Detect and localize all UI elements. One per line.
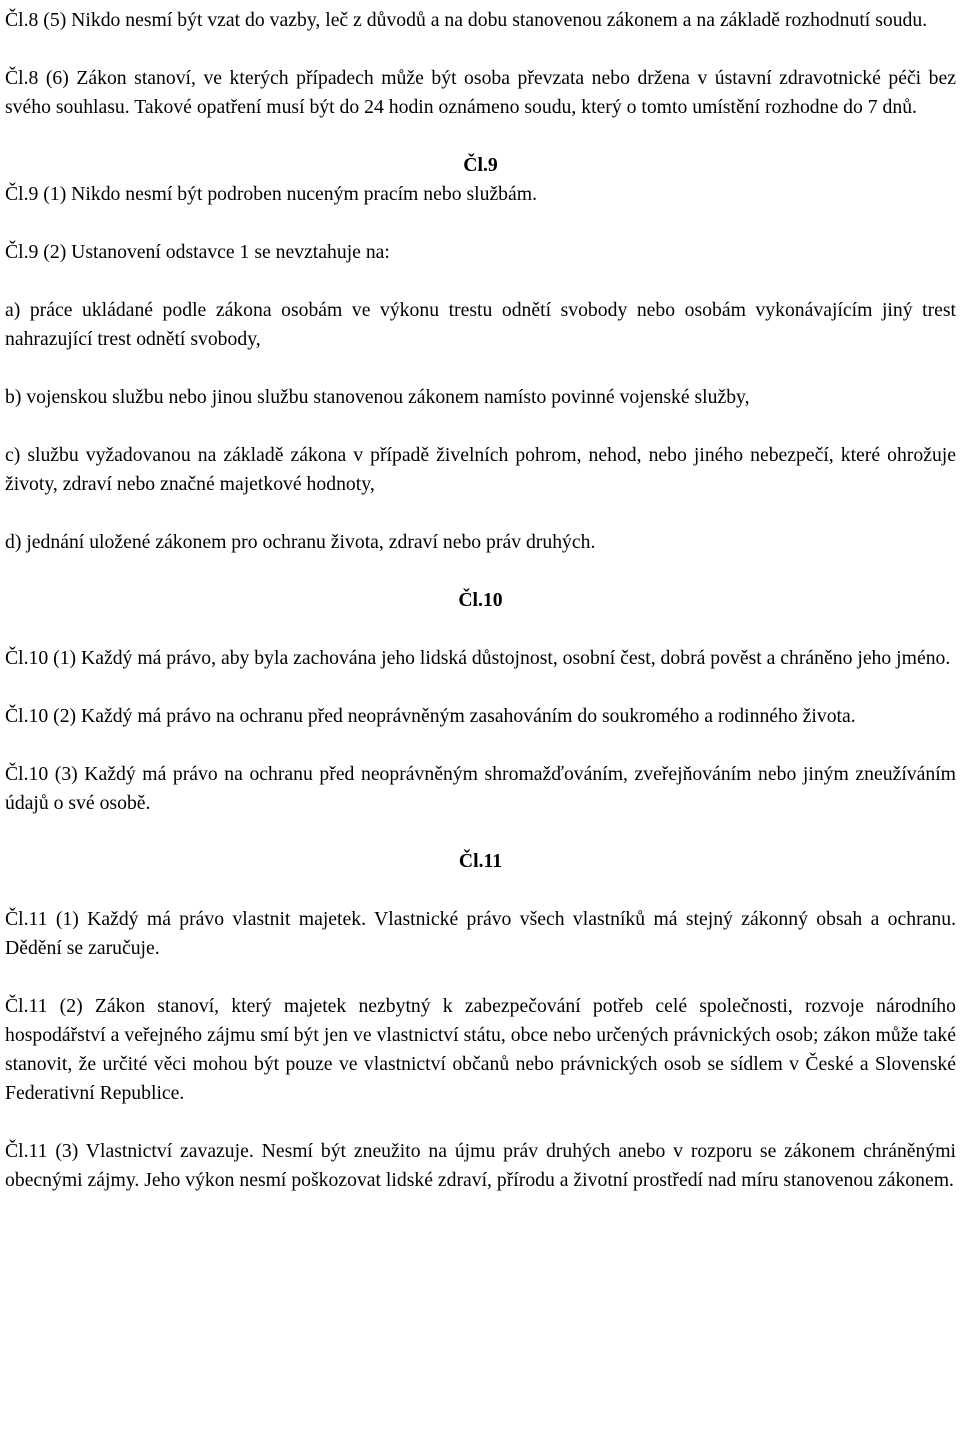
article-9-paragraph-1: Čl.9 (1) Nikdo nesmí být podroben nuceným pracím nebo službám. <box>5 183 538 205</box>
article-9-item-d: d) jednání uložené zákonem pro ochranu života, zdraví nebo práv druhých. <box>5 531 596 553</box>
article-8-paragraph-5: Čl.8 (5) Nikdo nesmí být vzat do vazby, leč z důvodů a na dobu stanovenou zákonem a na základě rozhodnutí soudu. <box>5 9 928 31</box>
article-9-paragraph-2: Čl.9 (2) Ustanovení odstavce 1 se nevztahuje na: <box>5 241 390 263</box>
article-11-paragraph-1: Čl.11 (1) Každý má právo vlastnit majetek. Vlastnické právo všech vlastníků má stejný zákonný obsah a ochranu. Dědění se zaručuje. <box>5 908 956 959</box>
article-10-heading: Čl.10 <box>458 589 503 611</box>
article-9-item-a: a) práce ukládané podle zákona osobám ve výkonu trestu odnětí svobody nebo osobám vykonávajícím jiný trest nahrazující trest odnětí svobody, <box>5 299 956 350</box>
article-8-paragraph-6: Čl.8 (6) Zákon stanoví, ve kterých případech může být osoba převzata nebo držena v ústavní zdravotnické péči bez svého souhlasu. Takové opatření musí být do 24 hodin oznámeno soudu, který o tomto umístění rozhodne do 7 dnů. <box>5 67 956 118</box>
article-10-paragraph-2: Čl.10 (2) Každý má právo na ochranu před neoprávněným zasahováním do soukromého a rodinného života. <box>5 705 856 727</box>
article-10-paragraph-3: Čl.10 (3) Každý má právo na ochranu před neoprávněným shromažďováním, zveřejňováním nebo jiným zneužíváním údajů o své osobě. <box>5 763 956 814</box>
article-11-heading: Čl.11 <box>458 850 503 872</box>
article-9-item-b: b) vojenskou službu nebo jinou službu stanovenou zákonem namísto povinné vojenské služby, <box>5 386 750 408</box>
document-page <box>5 6 956 1195</box>
article-9-item-c: c) službu vyžadovanou na základě zákona v případě živelních pohrom, nehod, nebo jiného nebezpečí, které ohrožuje životy, zdraví nebo značné majetkové hodnoty, <box>5 444 956 495</box>
article-11-paragraph-3: Čl.11 (3) Vlastnictví zavazuje. Nesmí být zneužito na újmu práv druhých anebo v rozporu se zákonem chráněnými obecnými zájmy. Jeho výkon nesmí poškozovat lidské zdraví, přírodu a životní prostředí nad míru stanovenou zákonem. <box>5 1140 956 1191</box>
article-9-heading: Čl.9 <box>463 154 498 176</box>
article-10-paragraph-1: Čl.10 (1) Každý má právo, aby byla zachována jeho lidská důstojnost, osobní čest, dobrá pověst a chráněno jeho jméno. <box>5 647 951 669</box>
article-11-paragraph-2: Čl.11 (2) Zákon stanoví, který majetek nezbytný k zabezpečování potřeb celé společnosti, rozvoje národního hospodářství a veřejného zájmu smí být jen ve vlastnictví státu, obce nebo určených právnických osob; zákon může také stanovit, že určité věci mohou být pouze ve vlastnictví občanů nebo právnických osob se sídlem v České a Slovenské Federativní Republice. <box>5 995 956 1104</box>
